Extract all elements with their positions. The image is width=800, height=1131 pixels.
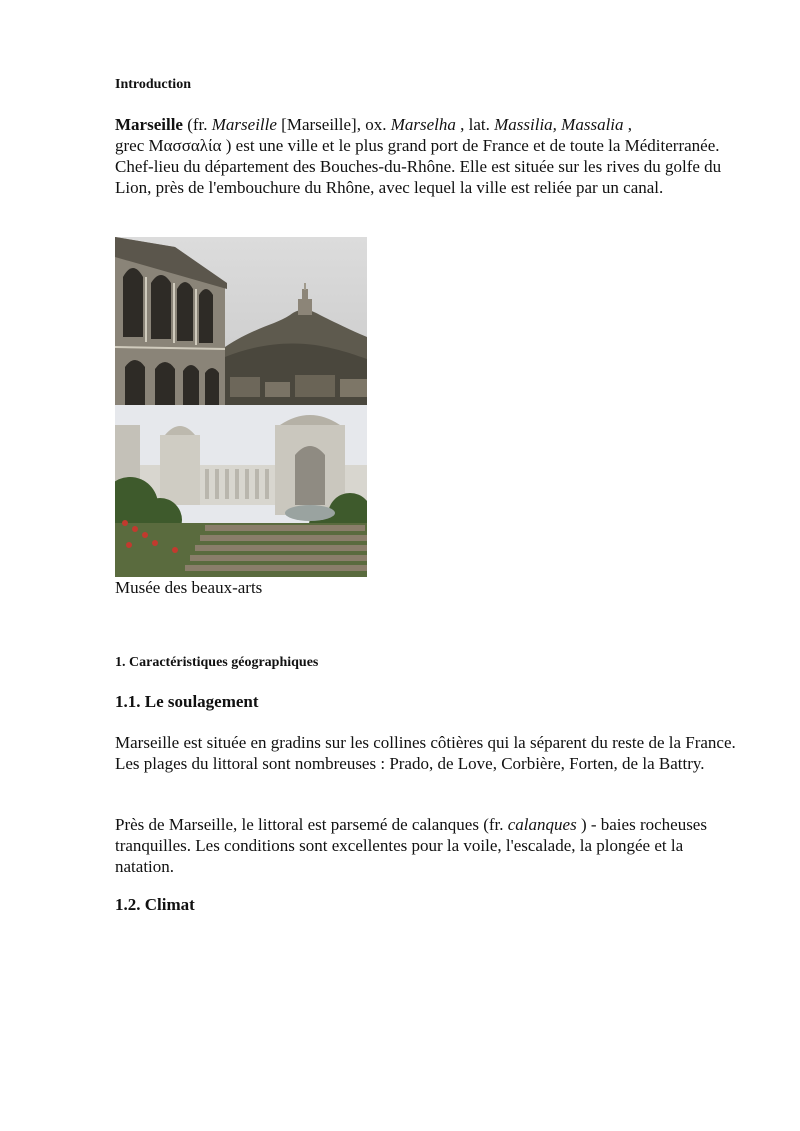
section-heading-geography: 1. Caractéristiques géographiques: [115, 655, 319, 670]
intro-text-3: , lat.: [455, 115, 495, 134]
intro-text-5: grec: [115, 136, 149, 155]
relief-term-calanques: calanques: [507, 815, 577, 834]
relief-text-a: Près de Marseille, le littoral est parsemé de calanques (fr.: [115, 815, 508, 834]
intro-lat-name: Massilia, Massalia: [494, 115, 624, 134]
intro-fr-name: Marseille: [211, 115, 277, 134]
intro-term: Marseille: [115, 115, 183, 134]
intro-paragraph: [115, 114, 750, 198]
relief-paragraph-1: Marseille est située en gradins sur les collines côtières qui la séparent du reste de la France. Les plages du littoral sont nombreuses : Prado, de Love, Corbière, Forten, de la Battry.: [115, 733, 736, 773]
intro-text-1: (fr.: [182, 115, 212, 134]
intro-greek-name: Μασσαλία: [148, 136, 222, 155]
photo-museum-gardens: [115, 405, 367, 577]
intro-text-2: [Marseille], ox.: [276, 115, 391, 134]
intro-oc-name: Marselha: [390, 115, 456, 134]
relief-paragraph-2: [115, 814, 745, 877]
figure: [115, 237, 367, 577]
figure-caption: Musée des beaux-arts: [115, 578, 263, 597]
subheading-climate: 1.2. Climat: [115, 895, 195, 914]
intro-text-4: ,: [623, 115, 633, 134]
intro-heading: Introduction: [115, 77, 191, 92]
photo-palace-and-hill: [115, 237, 367, 405]
subheading-relief: 1.1. Le soulagement: [115, 692, 259, 711]
intro-text-6: ) est une ville et le plus grand port de France et de toute la Méditerranée. Chef-lieu du département des Bouches-du-Rhône. Elle est située sur les rives du golfe du Lion, près de l'embouchure du Rhône, avec lequel la ville est reliée par un canal.: [115, 136, 722, 197]
relief-text-b: ) - baies rocheuses tranquilles. Les conditions sont excellentes pour la voile, l'escalade, la plongée et la natation.: [115, 815, 707, 876]
